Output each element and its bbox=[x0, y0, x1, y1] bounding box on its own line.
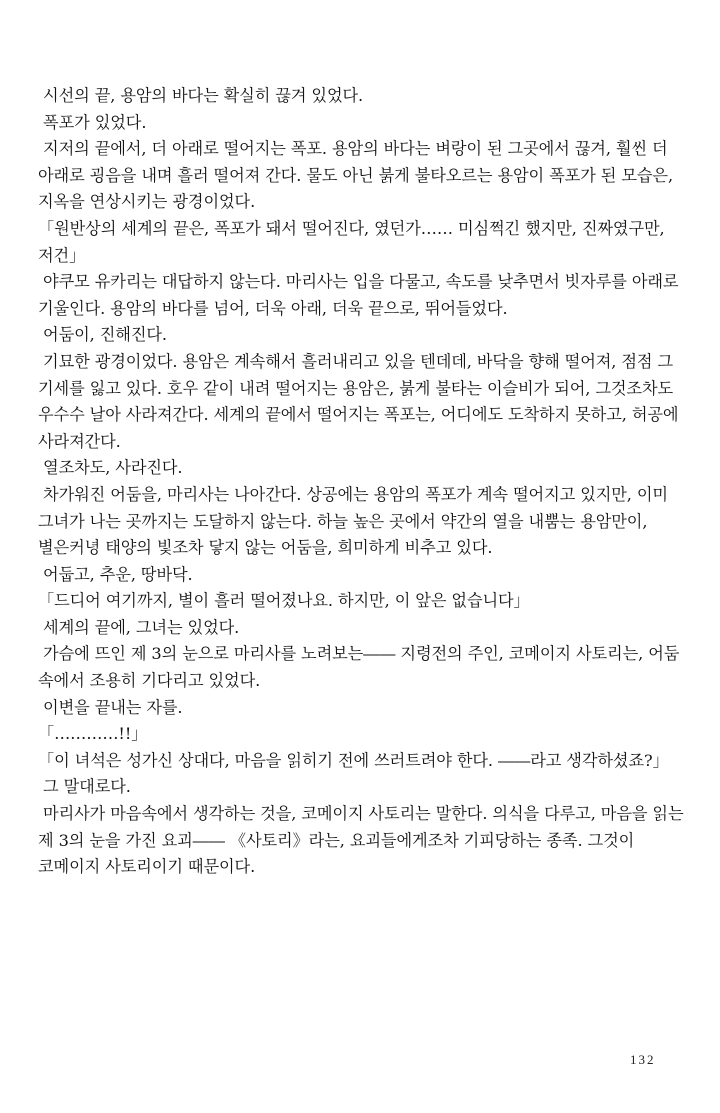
paragraph: 이변을 끝내는 자를. bbox=[38, 697, 183, 717]
paragraph: 시선의 끝, 용암의 바다는 확실히 끊겨 있었다. bbox=[38, 86, 364, 105]
body-text bbox=[38, 83, 700, 881]
dialogue-paragraph: 「이 녀석은 성가신 상대다, 마음을 읽히기 전에 쓰러트려야 한다. ――라고 생각하셨죠?」 bbox=[38, 750, 669, 770]
paragraph: 기묘한 광경이었다. 용암은 계속해서 흘러내리고 있을 텐데데, 바닥을 향해 떨어져, 점점 그 기세를 잃고 있다. 호우 같이 내려 떨어지는 용암은, 붉게 불타는 이슬비가 되어, 그것조차도 우수수 날아 사라져간다. 세계의 끝에서 떨어지는 폭포는, 어디에도 도착하지 못하고, 허공에 사라져간다. bbox=[38, 351, 684, 451]
page-number: 132 bbox=[630, 1052, 656, 1067]
paragraph: 세계의 끝에, 그녀는 있었다. bbox=[38, 617, 240, 637]
dialogue-paragraph: 「…………!!」 bbox=[38, 724, 148, 744]
paragraph: 지저의 끝에서, 더 아래로 떨어지는 폭포. 용암의 바다는 벼랑이 된 그곳에서 끊겨, 훨씬 더 아래로 굉음을 내며 흘러 떨어져 간다. 물도 아닌 붉게 불타오르는 용암이 폭포가 된 모습은, 지옥을 연상시키는 광경이었다. bbox=[38, 139, 679, 212]
paragraph: 차가워진 어둠을, 마리사는 나아간다. 상공에는 용암의 폭포가 계속 떨어지고 있지만, 이미 그녀가 나는 곳까지는 도달하지 않는다. 하늘 높은 곳에서 약간의 열을 내뿜는 용암만이, 별은커녕 태양의 빛조차 닿지 않는 어둠을, 희미하게 비추고 있다. bbox=[38, 484, 674, 558]
dialogue-paragraph: 「원반상의 세계의 끝은, 폭포가 돼서 떨어진다, 였던가…… 미심쩍긴 했지만, 진짜였구만, 저건」 bbox=[38, 218, 670, 265]
paragraph: 어둡고, 추운, 땅바닥. bbox=[38, 564, 193, 584]
paragraph: 가슴에 뜨인 제 3의 눈으로 마리사를 노려보는―― 지령전의 주인, 코메이지 사토리는, 어둠 속에서 조용히 기다리고 있었다. bbox=[38, 644, 685, 691]
paragraph: 어둠이, 진해진다. bbox=[38, 325, 167, 345]
paragraph: 마리사가 마음속에서 생각하는 것을, 코메이지 사토리는 말한다. 의식을 다루고, 마음을 읽는 제 3의 눈을 가진 요괴―― 《사토리》라는, 요괴들에게조차 기피당하는 종족. 그것이 코메이지 사토리이기 때문이다. bbox=[38, 804, 689, 877]
paragraph: 그 말대로다. bbox=[38, 777, 131, 797]
paragraph: 야쿠모 유카리는 대답하지 않는다. 마리사는 입을 다물고, 속도를 낮추면서 빗자루를 아래로 기울인다. 용암의 바다를 넘어, 더욱 아래, 더욱 끝으로, 뛰어들었다. bbox=[38, 272, 684, 318]
paragraph: 열조차도, 사라진다. bbox=[38, 458, 183, 478]
dialogue-paragraph: 「드디어 여기까지, 별이 흘러 떨어졌나요. 하지만, 이 앞은 없습니다」 bbox=[38, 591, 530, 611]
paragraph: 폭포가 있었다. bbox=[38, 112, 147, 132]
